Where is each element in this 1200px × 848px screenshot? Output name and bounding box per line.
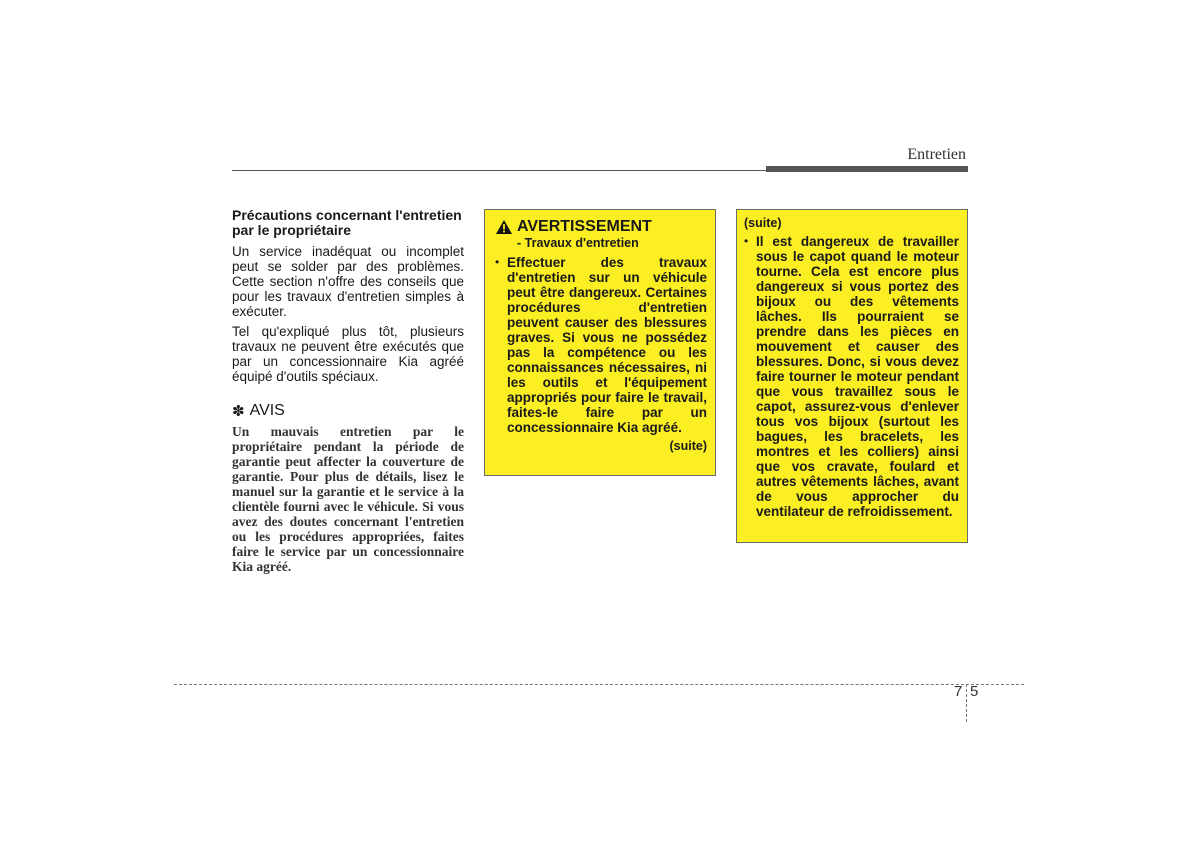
left-column	[232, 208, 464, 574]
page-number: 5	[970, 683, 979, 700]
header-rule	[232, 170, 766, 171]
continued-label: (suite)	[744, 216, 782, 230]
footer-rule	[174, 684, 1024, 685]
notice-star-icon: ✽	[232, 403, 245, 420]
warning-text: Il est dangereux de travailler sous le capot quand le moteur tourne. Cela est encore plus dangereux si vous portez des bijoux ou des vêtements lâches. Ils pourraient se prendre dans les pièces en mouvement et causer des blessures. Donc, si vous devez faire tourner le moteur pendant que vous travaillez sous le capot, assurez-vous d'enlever tous vos bijoux (surtout les bagues, les bracelets, les montres et les colliers) ainsi que vos cravate, foulard et autres vêtements lâches, avant de vous approcher du ventilateur de refroidissement.	[756, 234, 959, 519]
dealer-paragraph: Tel qu'expliqué plus tôt, plusieurs travaux ne peuvent être exécutés que par un concessionnaire Kia agréé équipé d'outils spéciaux.	[232, 324, 464, 384]
bullet: •	[744, 234, 749, 248]
warning-title: AVERTISSEMENT	[517, 218, 652, 235]
section-title: Entretien	[907, 146, 966, 163]
notice-heading	[232, 402, 464, 420]
notice-body: Un mauvais entretien par le propriétaire pendant la période de garantie peut affecter la couverture de garantie. Pour plus de détails, lisez le manuel sur la garantie et le service à la clientèle fourni avec le véhicule. Si vous avez des doutes concernant l'entretien ou les procédures appropriées, faites faire le service par un concessionnaire Kia agréé.	[232, 424, 464, 574]
warning-subtitle: - Travaux d'entretien	[517, 236, 639, 250]
warning-box-maintenance	[484, 209, 716, 476]
warning-list-item	[495, 255, 707, 435]
notice-title: AVIS	[249, 402, 285, 419]
page-number-divider	[966, 684, 967, 722]
section-heading: Précautions concernant l'entretien par le propriétaire	[232, 207, 462, 238]
intro-paragraph: Un service inadéquat ou incomplet peut se solder par des problèmes. Cette section n'offre des conseils que pour les travaux d'entretien simples à exécuter.	[232, 244, 464, 319]
warning-list-item	[744, 234, 959, 519]
warning-header	[495, 218, 707, 236]
continued-label: (suite)	[669, 439, 707, 453]
header-rule-accent	[766, 166, 968, 172]
chapter-number: 7	[954, 683, 963, 700]
bullet: •	[495, 255, 500, 269]
warning-box-engine-running	[736, 209, 968, 543]
warning-triangle-icon	[495, 219, 513, 235]
warning-text: Effectuer des travaux d'entretien sur un véhicule peut être dangereux. Certaines procédures d'entretien peuvent causer des blessures graves. Si vous ne possédez pas la compétence ou les connaissances nécessaires, ni les outils et l'équipement appropriés pour faire le travail, faites-le faire par un concessionnaire Kia agréé.	[507, 255, 707, 435]
